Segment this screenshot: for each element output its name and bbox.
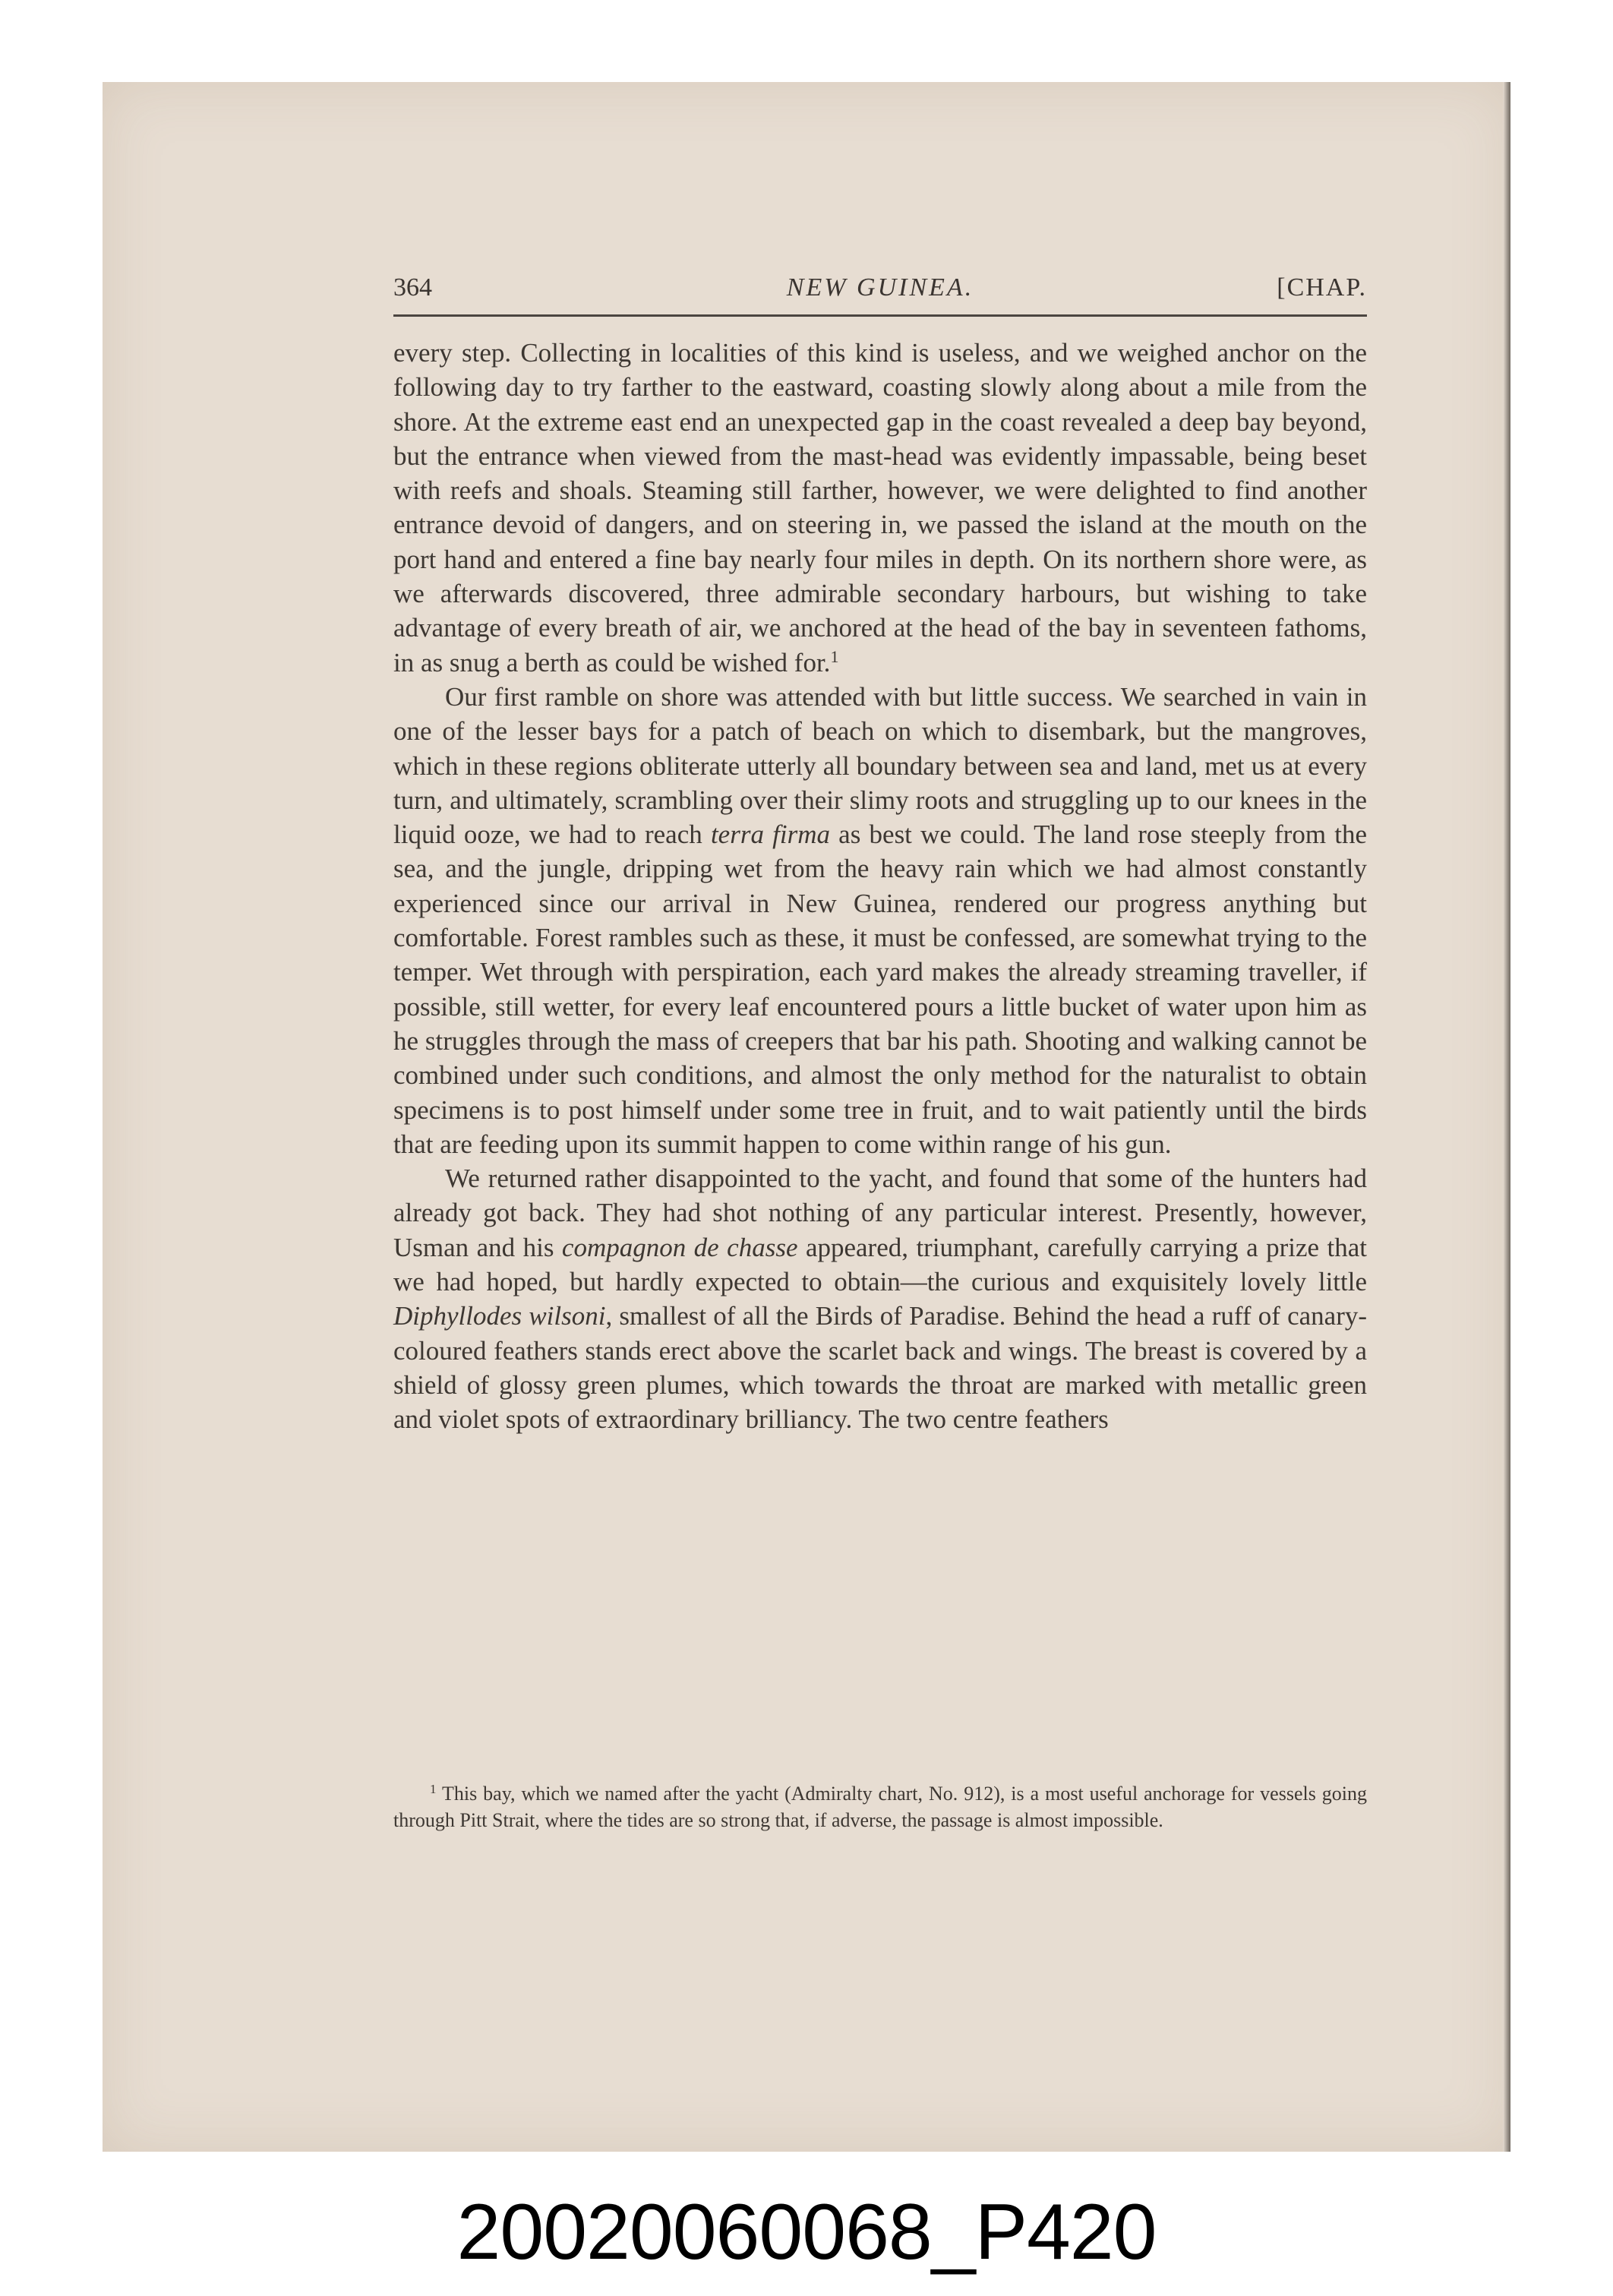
- paragraph-2: [393, 680, 1367, 1161]
- header-rule: [393, 314, 1367, 317]
- paragraph-1: [393, 336, 1367, 680]
- running-title: NEW GUINEA.: [786, 273, 974, 302]
- footnote-text: This bay, which we named after the yacht (Admiralty chart, No. 912), is a most useful anchorage for vessels going through Pitt Strait, where the tides are so strong that, if adverse, the passage is almost impossible.: [393, 1783, 1368, 1831]
- body-text: [393, 336, 1367, 1437]
- footnote-reference: 1: [830, 646, 839, 666]
- paragraph-2-text-start: Our first ramble on shore was attended with but little success. We searched in vain in one of the lesser bays for a patch of beach on which to disembark, but the mangroves, which in these regions obliterate utterly all boundary between sea and land, met us at every turn, and ultimately, scrambling over their slimy roots and struggling up to our knees in the liquid ooze, we had to reach: [393, 681, 1367, 850]
- paragraph-3-text-middle: appeared, triumphant, carefully carrying a prize that we had hoped, but hardly expected to obtain—the curious and exquisitely lovely little: [393, 1232, 1367, 1297]
- image-id-caption: 20020060068_P420: [456, 2188, 1157, 2276]
- paragraph-2-text-end: as best we could. The land rose steeply from the sea, and the jungle, dripping wet from the heavy rain which we had almost constantly experienced since our arrival in New Guinea, rendered our progress anything but comfortable. Forest rambles such as these, it must be confessed, are somewhat trying to the temper. Wet through with perspiration, each yard makes the already streaming traveller, if possible, still wetter, for every leaf encountered pours a little bucket of water upon him as he struggles through the mass of creepers that bar his path. Shooting and walking cannot be combined under such conditions, and almost the only method for the naturalist to obtain specimens is to post himself under some tree in fruit, and to wait patiently until the birds that are feeding upon its summit happen to come within range of his gun.: [393, 820, 1368, 1159]
- chapter-marker: [CHAP.: [1277, 273, 1367, 302]
- footnote-marker: 1: [430, 1782, 437, 1796]
- italic-phrase: compagnon de chasse: [561, 1232, 798, 1262]
- page-number: 364: [393, 273, 432, 302]
- paragraph-3-text-start: We returned rather disappointed to the yacht, and found that some of the hunters had already got back. They had shot nothing of any particular interest. Presently, however, Usman and his: [393, 1164, 1367, 1262]
- italic-species-name: Diphyllodes wilsoni: [393, 1301, 606, 1331]
- paragraph-1-text: every step. Collecting in localities of this kind is useless, and we weighed anchor on the following day to try farther to the eastward, coasting slowly along about a mile from the shore. At the extreme east end an unexpected gap in the coast revealed a deep bay beyond, but the entrance when viewed from the mast-head was evidently impassable, being beset with reefs and shoals. Steaming still farther, however, we were delighted to find another entrance devoid of dangers, and on steering in, we passed the island at the mouth on the port hand and entered a fine bay nearly four miles in depth. On its northern shore were, as we afterwards discovered, three admirable secondary harbours, but wishing to take advantage of every breath of air, we anchored at the head of the bay in seventeen fathoms, in as snug a berth as could be wished for.: [393, 338, 1367, 677]
- paragraph-3: [393, 1161, 1367, 1436]
- running-header: [393, 266, 1367, 311]
- footnote: [393, 1780, 1367, 1833]
- italic-phrase: terra firma: [710, 820, 830, 850]
- paragraph-3-text-end: , smallest of all the Birds of Paradise. Behind the head a ruff of canary-coloured feathers stands erect above the scarlet back and wings. The breast is covered by a shield of glossy green plumes, which towards the throat are marked with metallic green and violet spots of extraordinary brilliancy. The two centre feathers: [393, 1301, 1368, 1435]
